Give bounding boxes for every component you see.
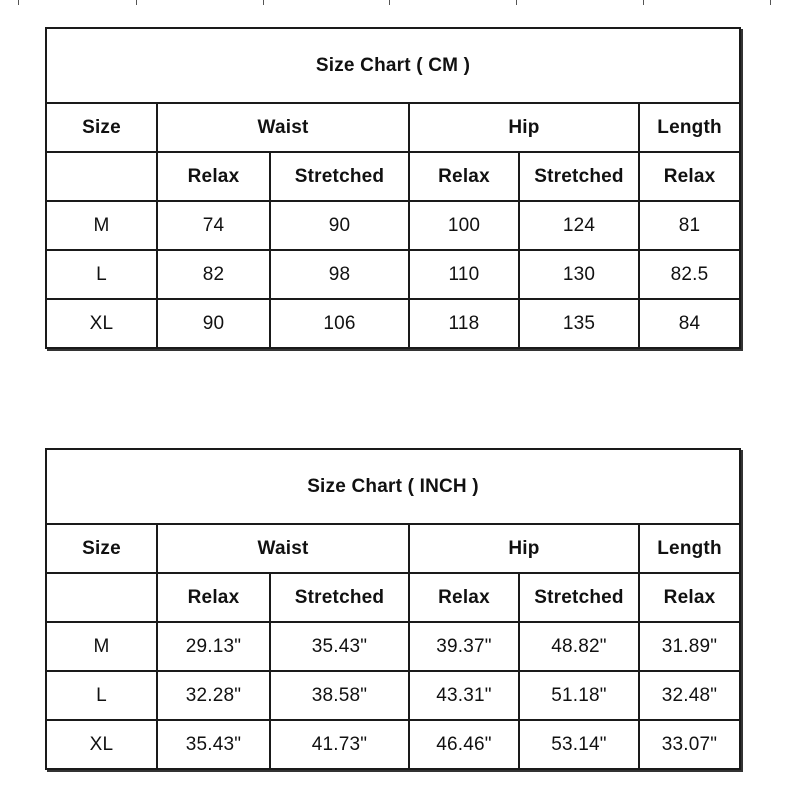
- table-cell: 35.43": [270, 622, 409, 671]
- header-size: Size: [46, 103, 157, 152]
- table-row: [46, 201, 740, 250]
- table-cell: 29.13": [157, 622, 270, 671]
- table-cell: 32.28": [157, 671, 270, 720]
- subheader-empty: [46, 573, 157, 622]
- table-row: [46, 720, 740, 769]
- table-cell: 124: [519, 201, 639, 250]
- title-row: [46, 28, 740, 103]
- size-chart-cm-table: [45, 27, 741, 349]
- header-waist: Waist: [157, 524, 409, 573]
- subheader-cell: Relax: [639, 573, 740, 622]
- table-cell: 130: [519, 250, 639, 299]
- header-row: [46, 103, 740, 152]
- size-cell: M: [46, 622, 157, 671]
- size-cell: L: [46, 671, 157, 720]
- subheader-cell: Relax: [157, 152, 270, 201]
- table-cell: 32.48": [639, 671, 740, 720]
- table-cell: 90: [157, 299, 270, 348]
- table-cell: 118: [409, 299, 519, 348]
- table-row: [46, 622, 740, 671]
- table-cell: 53.14": [519, 720, 639, 769]
- table-title: Size Chart ( CM ): [46, 28, 740, 103]
- subheader-cell: Relax: [639, 152, 740, 201]
- size-chart-inch-table: [45, 448, 741, 770]
- subheader-cell: Stretched: [519, 573, 639, 622]
- title-row: [46, 449, 740, 524]
- tick-mark: [136, 0, 137, 5]
- table-cell: 33.07": [639, 720, 740, 769]
- table-title: Size Chart ( INCH ): [46, 449, 740, 524]
- table-cell: 82.5: [639, 250, 740, 299]
- tick-mark: [770, 0, 771, 5]
- table-cell: 46.46": [409, 720, 519, 769]
- table-row: [46, 671, 740, 720]
- size-cell: L: [46, 250, 157, 299]
- table-cell: 98: [270, 250, 409, 299]
- table-cell: 48.82": [519, 622, 639, 671]
- table-cell: 35.43": [157, 720, 270, 769]
- size-cell: XL: [46, 299, 157, 348]
- header-row: [46, 524, 740, 573]
- header-waist: Waist: [157, 103, 409, 152]
- table-cell: 100: [409, 201, 519, 250]
- header-length: Length: [639, 524, 740, 573]
- subheader-cell: Stretched: [519, 152, 639, 201]
- header-hip: Hip: [409, 524, 639, 573]
- table-cell: 135: [519, 299, 639, 348]
- table-cell: 110: [409, 250, 519, 299]
- header-hip: Hip: [409, 103, 639, 152]
- table-cell: 41.73": [270, 720, 409, 769]
- tick-mark: [18, 0, 19, 5]
- subheader-cell: Stretched: [270, 573, 409, 622]
- table-cell: 90: [270, 201, 409, 250]
- size-cell: XL: [46, 720, 157, 769]
- tick-mark: [643, 0, 644, 5]
- table-cell: 106: [270, 299, 409, 348]
- table-cell: 43.31": [409, 671, 519, 720]
- table-cell: 82: [157, 250, 270, 299]
- size-cell: M: [46, 201, 157, 250]
- table-cell: 38.58": [270, 671, 409, 720]
- subheader-cell: Relax: [409, 573, 519, 622]
- subheader-row: [46, 152, 740, 201]
- subheader-cell: Stretched: [270, 152, 409, 201]
- subheader-row: [46, 573, 740, 622]
- table-row: [46, 299, 740, 348]
- table-cell: 84: [639, 299, 740, 348]
- subheader-cell: Relax: [409, 152, 519, 201]
- header-length: Length: [639, 103, 740, 152]
- top-edge-ticks: [0, 0, 800, 6]
- tick-mark: [389, 0, 390, 5]
- tick-mark: [263, 0, 264, 5]
- header-size: Size: [46, 524, 157, 573]
- table-cell: 51.18": [519, 671, 639, 720]
- subheader-cell: Relax: [157, 573, 270, 622]
- table-cell: 81: [639, 201, 740, 250]
- table-cell: 39.37": [409, 622, 519, 671]
- tick-mark: [516, 0, 517, 5]
- table-row: [46, 250, 740, 299]
- subheader-empty: [46, 152, 157, 201]
- table-cell: 74: [157, 201, 270, 250]
- table-cell: 31.89": [639, 622, 740, 671]
